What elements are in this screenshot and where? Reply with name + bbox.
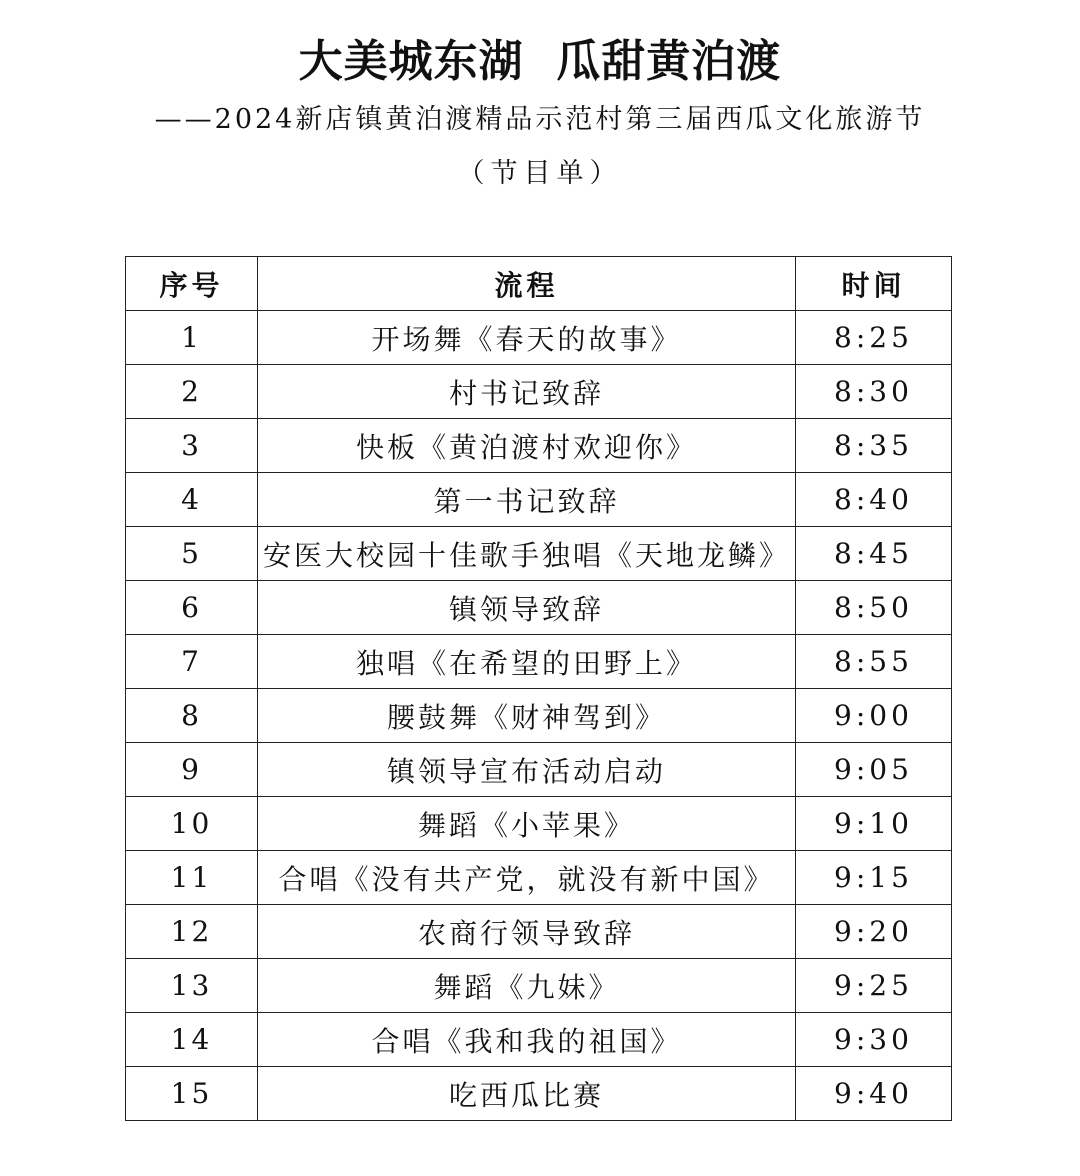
row-item: 舞蹈《小苹果》 bbox=[258, 797, 796, 851]
row-number: 7 bbox=[126, 635, 258, 689]
row-time: 9:05 bbox=[796, 743, 952, 797]
table-row bbox=[126, 365, 952, 419]
row-time: 8:25 bbox=[796, 311, 952, 365]
table-row bbox=[126, 689, 952, 743]
row-number: 6 bbox=[126, 581, 258, 635]
row-time: 8:40 bbox=[796, 473, 952, 527]
row-time: 9:15 bbox=[796, 851, 952, 905]
row-item: 安医大校园十佳歌手独唱《天地龙鳞》 bbox=[258, 527, 796, 581]
document-title: 大美城东湖 瓜甜黄泊渡 bbox=[298, 36, 782, 87]
row-time: 9:30 bbox=[796, 1013, 952, 1067]
row-item: 合唱《没有共产党，就没有新中国》 bbox=[258, 851, 796, 905]
table-row bbox=[126, 473, 952, 527]
table-header-row bbox=[126, 257, 952, 311]
header-time: 时间 bbox=[796, 257, 952, 311]
row-number: 15 bbox=[126, 1067, 258, 1121]
table-row bbox=[126, 635, 952, 689]
program-list-note: （节目单） bbox=[457, 158, 623, 189]
row-number: 5 bbox=[126, 527, 258, 581]
row-item: 独唱《在希望的田野上》 bbox=[258, 635, 796, 689]
row-number: 1 bbox=[126, 311, 258, 365]
table-row bbox=[126, 311, 952, 365]
row-time: 9:20 bbox=[796, 905, 952, 959]
row-time: 9:00 bbox=[796, 689, 952, 743]
table-row bbox=[126, 959, 952, 1013]
table-row bbox=[126, 1067, 952, 1121]
table-row bbox=[126, 419, 952, 473]
row-number: 13 bbox=[126, 959, 258, 1013]
row-number: 14 bbox=[126, 1013, 258, 1067]
table-row bbox=[126, 905, 952, 959]
row-item: 腰鼓舞《财神驾到》 bbox=[258, 689, 796, 743]
row-item: 吃西瓜比赛 bbox=[258, 1067, 796, 1121]
row-number: 8 bbox=[126, 689, 258, 743]
row-item: 合唱《我和我的祖国》 bbox=[258, 1013, 796, 1067]
table-row bbox=[126, 527, 952, 581]
row-item: 快板《黄泊渡村欢迎你》 bbox=[258, 419, 796, 473]
row-time: 8:45 bbox=[796, 527, 952, 581]
header-item: 流程 bbox=[258, 257, 796, 311]
program-table bbox=[125, 256, 952, 1121]
table-row bbox=[126, 797, 952, 851]
row-time: 9:40 bbox=[796, 1067, 952, 1121]
table-row bbox=[126, 581, 952, 635]
row-item: 村书记致辞 bbox=[258, 365, 796, 419]
row-number: 12 bbox=[126, 905, 258, 959]
row-item: 第一书记致辞 bbox=[258, 473, 796, 527]
row-number: 11 bbox=[126, 851, 258, 905]
header-number: 序号 bbox=[126, 257, 258, 311]
table-row bbox=[126, 743, 952, 797]
row-number: 3 bbox=[126, 419, 258, 473]
row-time: 8:50 bbox=[796, 581, 952, 635]
row-number: 4 bbox=[126, 473, 258, 527]
row-time: 9:25 bbox=[796, 959, 952, 1013]
row-item: 农商行领导致辞 bbox=[258, 905, 796, 959]
row-time: 8:55 bbox=[796, 635, 952, 689]
row-item: 舞蹈《九妹》 bbox=[258, 959, 796, 1013]
table-row bbox=[126, 1013, 952, 1067]
row-item: 开场舞《春天的故事》 bbox=[258, 311, 796, 365]
document-subtitle: ——2024新店镇黄泊渡精品示范村第三届西瓜文化旅游节 bbox=[154, 104, 926, 135]
row-time: 8:35 bbox=[796, 419, 952, 473]
row-time: 8:30 bbox=[796, 365, 952, 419]
row-item: 镇领导致辞 bbox=[258, 581, 796, 635]
row-number: 10 bbox=[126, 797, 258, 851]
row-number: 9 bbox=[126, 743, 258, 797]
row-item: 镇领导宣布活动启动 bbox=[258, 743, 796, 797]
table-row bbox=[126, 851, 952, 905]
row-time: 9:10 bbox=[796, 797, 952, 851]
row-number: 2 bbox=[126, 365, 258, 419]
